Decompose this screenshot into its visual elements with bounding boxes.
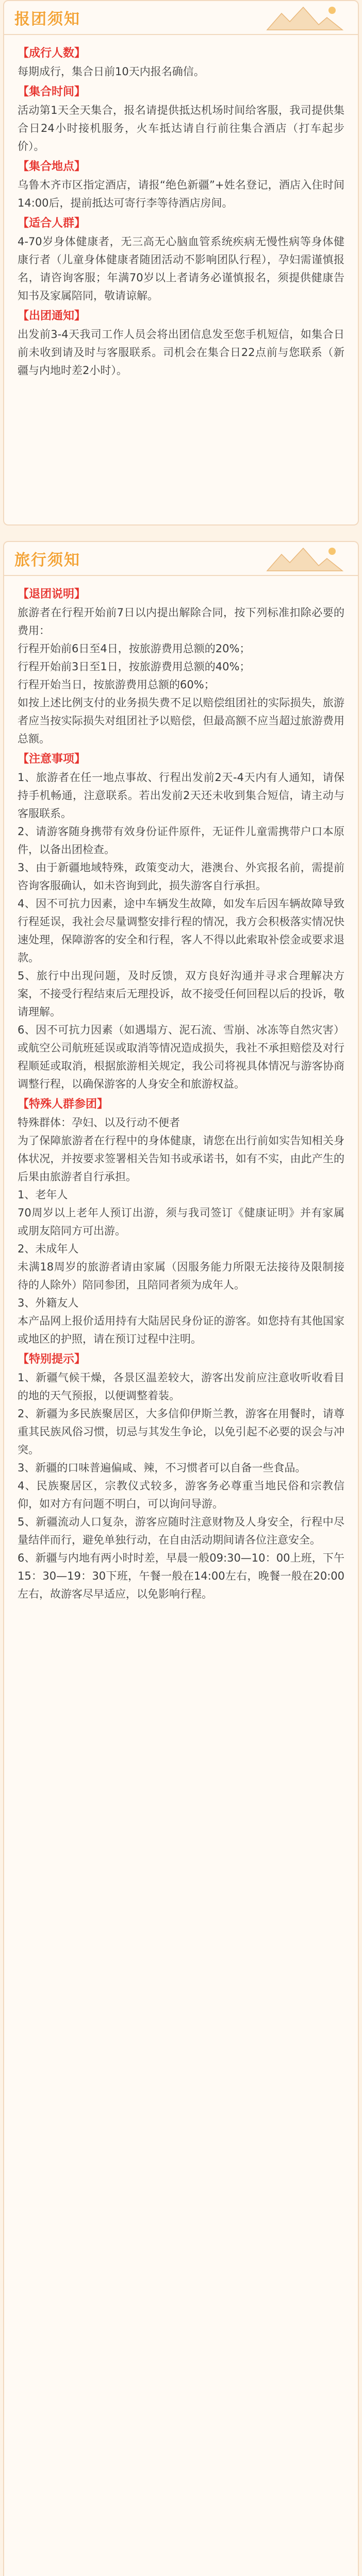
paragraph: 本产品网上报价适用持有大陆居民身份证的游客。如您持有其他国家或地区的护照，请在预订过程中注明。 — [18, 1315, 344, 1345]
travel-notice-body — [4, 576, 358, 1603]
paragraph: 2、未成年人 — [18, 1243, 79, 1255]
paragraph: 2、新疆为多民族聚居区，大多信仰伊斯兰教，游客在用餐时，请尊重其民族风俗习惯，切忌与其发生争论，以免引起不必要的误会与冲突。 — [18, 1408, 344, 1456]
paragraph: 3、由于新疆地域特殊，政策变动大，港澳台、外宾报名前，需提前咨询客服确认，如未咨询到此，损失游客自行承担。 — [18, 861, 344, 892]
section-heading: 【成行人数】 — [18, 47, 86, 60]
paragraph: 每期成行，集合日前10天内报名确信。 — [18, 65, 205, 78]
travel-notice-header — [4, 542, 358, 576]
section-heading: 【注意事项】 — [18, 753, 86, 766]
paragraph: 1、旅游者在任一地点事故、行程出发前2天-4天内有人通知，请保持手机畅通，注意联系。若出发前2天还未收到集合短信，请主动与客服联系。 — [18, 771, 344, 820]
paragraph: 活动第1天全天集合，报名请提供抵达机场时间给客服，我司提供集合日24小时接机服务，火车抵达请自行前往集合酒店（打车起步价）。 — [18, 104, 344, 152]
paragraph: 乌鲁木齐市区指定酒店，请报“绝色新疆”+姓名登记，酒店入住时间14:00后，提前抵达可寄行李等待酒店房间。 — [18, 179, 344, 209]
paragraph: 3、新疆的口味普遍偏咸、辣，不习惯者可以自备一些食品。 — [18, 1462, 306, 1474]
booking-notice-body — [4, 35, 358, 380]
paragraph: 特殊群体：孕妇、以及行动不便者 — [18, 1116, 180, 1129]
paragraph: 5、新疆流动人口复杂，游客应随时注意财物及人身安全，行程中尽量结伴而行，避免单独行动，在自由活动期间请各位注意安全。 — [18, 1516, 344, 1546]
paragraph: 未满18周岁的旅游者请由家属（因服务能力所限无法接待及限制接待的人除外）陪同参团，且陪同者须为成年人。 — [18, 1261, 344, 1291]
booking-notice-title: 报团须知 — [14, 10, 80, 28]
mountain-deco-icon — [266, 4, 343, 31]
paragraph: 旅游者在行程开始前7日以内提出解除合同，按下列标准扣除必要的费用： — [18, 606, 344, 637]
paragraph: 6、新疆与内地有两小时时差，早晨一般09:30—10：00上班，下午15：30—19：30下班，午餐一般在14:00左右，晚餐一般在20:00左右，故游客尽早适应，以免影响行程。 — [18, 1552, 344, 1600]
paragraph: 5、旅行中出现问题，及时反馈，双方良好沟通并寻求合理解决方案，不接受行程结束后无理投诉，故不接受任何回程以后的投诉，敬请理解。 — [18, 970, 344, 1018]
section-heading: 【特别提示】 — [18, 1353, 86, 1366]
paragraph: 6、因不可抗力因素（如遇塌方、泥石流、雪崩、冰冻等自然灾害）或航空公司航班延误或取消等情况造成损失，我社不承担赔偿及对行程顺延或取消，根据旅游相关规定，我公司将视具体情况与游客协商调整行程，以确保游客的人身安全和旅游权益。 — [18, 1024, 344, 1090]
paragraph: 4、因不可抗力因素，途中车辆发生故障，如发车后因车辆故障导致行程延误，我社会尽量调整安排行程的情况，我方会积极落实情况快速处理，保障游客的安全和行程，客人不得以此索取补偿金或要求退款。 — [18, 897, 344, 964]
paragraph: 1、老年人 — [18, 1189, 68, 1201]
paragraph: 出发前3-4天我司工作人员会将出团信息发至您手机短信，如集合日前未收到请及时与客服联系。司机会在集合日22点前与您联系（新疆与内地时差2小时）。 — [18, 328, 344, 377]
section-heading: 【集合地点】 — [18, 160, 86, 173]
paragraph: 行程开始前3日至1日，按旅游费用总额的40%； — [18, 660, 251, 673]
booking-notice-card — [3, 0, 359, 526]
paragraph: 1、新疆气候干燥，各景区温差较大，游客出发前应注意收听收看目的地的天气预报，以便调整着装。 — [18, 1371, 344, 1402]
paragraph: 2、请游客随身携带有效身份证件原件，无证件儿童需携带户口本原件，以备出团检查。 — [18, 825, 344, 856]
paragraph: 3、外籍友人 — [18, 1297, 79, 1309]
paragraph: 为了保障旅游者在行程中的身体健康，请您在出行前如实告知相关身体状况，并按要求签署相关告知书或承诺书，如有不实，由此产生的后果由旅游者自行承担。 — [18, 1134, 344, 1183]
paragraph: 行程开始当日，按旅游费用总额的60%； — [18, 679, 215, 691]
section-heading: 【退团说明】 — [18, 588, 86, 601]
section-heading: 【出团通知】 — [18, 310, 86, 323]
travel-notice-title: 旅行须知 — [14, 551, 80, 569]
mountain-deco-icon — [266, 545, 343, 572]
paragraph: 行程开始前6日至4日，按旅游费用总额的20%； — [18, 642, 251, 655]
section-heading: 【特殊人群参团】 — [18, 1098, 109, 1111]
travel-notice-card — [3, 541, 359, 2576]
paragraph: 70周岁以上老年人预订出游，须与我司签订《健康证明》并有家属或朋友陪同方可出游。 — [18, 1207, 344, 1237]
paragraph: 如按上述比例支付的业务损失费不足以赔偿组团社的实际损失，旅游者应当按实际损失对组团社予以赔偿，但最高额不应当超过旅游费用总额。 — [18, 697, 344, 745]
paragraph: 4、民族聚居区，宗教仪式较多，游客务必尊重当地民俗和宗教信仰，如对方有问题不明白，可以询问导游。 — [18, 1480, 344, 1510]
section-heading: 【集合时间】 — [18, 86, 86, 98]
paragraph: 4-70岁身体健康者，无三高无心脑血管系统疾病无慢性病等身体健康行者（儿童身体健康者随团活动不影响团队行程），孕妇需谨慎报名，请咨询客服；年满70岁以上者请务必谨慎报名，须提供健康告知书及家属陪同，敬请谅解。 — [18, 235, 344, 302]
section-heading: 【适合人群】 — [18, 217, 86, 230]
booking-notice-header — [4, 1, 358, 35]
